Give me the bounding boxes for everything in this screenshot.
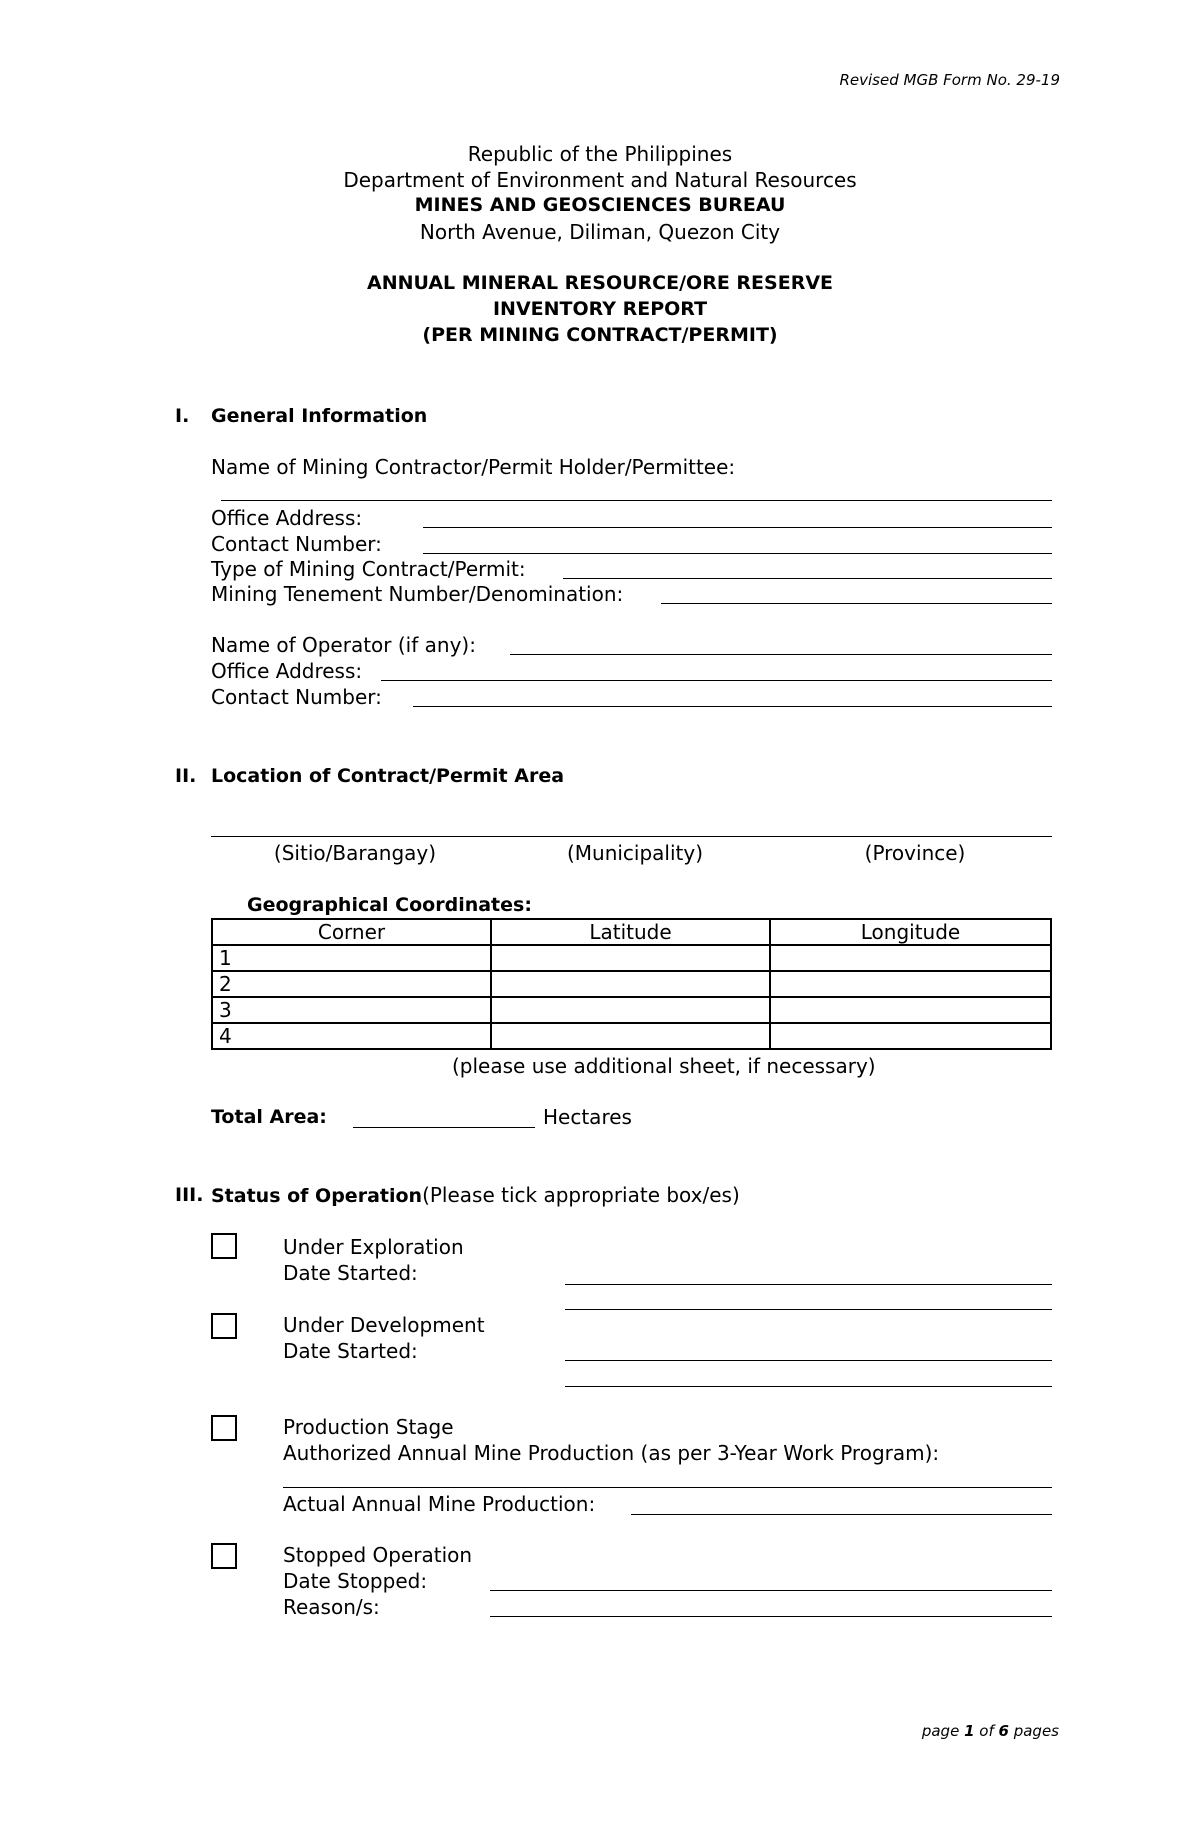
reasons-label: Reason/s:: [283, 1595, 380, 1619]
column-header-longitude: Longitude: [770, 919, 1051, 945]
longitude-cell[interactable]: [770, 1023, 1051, 1049]
tenement-field[interactable]: [661, 603, 1052, 604]
contact-number-label: Contact Number:: [211, 532, 382, 556]
latitude-cell[interactable]: [491, 945, 770, 971]
page-suffix: pages: [1008, 1722, 1059, 1740]
section-3-heading: [211, 1183, 740, 1208]
production-label: Production Stage: [283, 1415, 454, 1439]
development-label: Under Development: [283, 1313, 485, 1337]
production-checkbox[interactable]: [211, 1415, 237, 1441]
additional-sheet-note: (please use additional sheet, if necessary): [452, 1054, 876, 1078]
stopped-label: Stopped Operation: [283, 1543, 473, 1567]
title-line-1: ANNUAL MINERAL RESOURCE/ORE RESERVE: [366, 272, 834, 294]
contractor-name-label: Name of Mining Contractor/Permit Holder/Permittee:: [211, 455, 736, 479]
operator-name-label: Name of Operator (if any):: [211, 633, 476, 657]
coords-title: Geographical Coordinates:: [247, 894, 532, 916]
authorized-production-label: Authorized Annual Mine Production (as per 3-Year Work Program):: [283, 1441, 940, 1465]
latitude-cell[interactable]: [491, 1023, 770, 1049]
section-2-number: II.: [175, 765, 197, 787]
exploration-checkbox[interactable]: [211, 1233, 237, 1259]
date-stopped-field[interactable]: [490, 1590, 1052, 1591]
section-3-title: Status of Operation: [211, 1185, 423, 1207]
table-row: [212, 945, 1051, 971]
office-address-label: Office Address:: [211, 506, 363, 530]
operator-office-label: Office Address:: [211, 659, 363, 683]
table-row: [212, 1023, 1051, 1049]
operator-name-field[interactable]: [510, 654, 1052, 655]
hectares-label: Hectares: [543, 1105, 632, 1129]
section-1-title: General Information: [211, 405, 428, 427]
actual-production-field[interactable]: [631, 1514, 1052, 1515]
section-1-number: I.: [175, 405, 190, 427]
republic-line: Republic of the Philippines: [467, 142, 733, 166]
exploration-date-extra-line[interactable]: [565, 1309, 1052, 1310]
latitude-cell[interactable]: [491, 997, 770, 1023]
title-line-2: INVENTORY REPORT: [492, 298, 708, 320]
department-line: Department of Environment and Natural Resources: [343, 168, 857, 192]
date-stopped-label: Date Stopped:: [283, 1569, 428, 1593]
development-date-field[interactable]: [565, 1360, 1052, 1361]
title-line-3: (PER MINING CONTRACT/PERMIT): [422, 324, 778, 346]
contact-number-field[interactable]: [423, 553, 1052, 554]
corner-cell: 1: [212, 945, 491, 971]
reasons-field[interactable]: [490, 1616, 1052, 1617]
coordinates-table: [211, 918, 1052, 1050]
exploration-label: Under Exploration: [283, 1235, 464, 1259]
contract-type-field[interactable]: [563, 578, 1052, 579]
office-address-field[interactable]: [423, 527, 1052, 528]
form-number: Revised MGB Form No. 29-19: [839, 71, 1060, 89]
development-date-extra-line[interactable]: [565, 1386, 1052, 1387]
authorized-production-field[interactable]: [283, 1487, 1052, 1488]
municipality-label: (Municipality): [566, 841, 704, 865]
section-3-number: III.: [175, 1184, 204, 1206]
location-field[interactable]: [211, 836, 1052, 837]
actual-production-label: Actual Annual Mine Production:: [283, 1492, 596, 1516]
page-current: 1: [964, 1722, 975, 1740]
operator-contact-label: Contact Number:: [211, 685, 382, 709]
stopped-checkbox[interactable]: [211, 1543, 237, 1569]
column-header-corner: Corner: [212, 919, 491, 945]
contractor-name-field[interactable]: [221, 500, 1052, 501]
latitude-cell[interactable]: [491, 971, 770, 997]
section-2-title: Location of Contract/Permit Area: [211, 765, 565, 787]
operator-contact-field[interactable]: [413, 706, 1052, 707]
page-number: [922, 1721, 1059, 1741]
table-header-row: [212, 919, 1051, 945]
longitude-cell[interactable]: [770, 997, 1051, 1023]
table-row: [212, 971, 1051, 997]
corner-cell: 3: [212, 997, 491, 1023]
page-of: of: [974, 1722, 999, 1740]
development-checkbox[interactable]: [211, 1313, 237, 1339]
corner-cell: 2: [212, 971, 491, 997]
longitude-cell[interactable]: [770, 971, 1051, 997]
exploration-date-field[interactable]: [565, 1284, 1052, 1285]
contract-type-label: Type of Mining Contract/Permit:: [211, 557, 526, 581]
longitude-cell[interactable]: [770, 945, 1051, 971]
total-area-field[interactable]: [353, 1127, 535, 1128]
province-label: (Province): [864, 841, 966, 865]
bureau-line: MINES AND GEOSCIENCES BUREAU: [414, 194, 786, 216]
development-date-label: Date Started:: [283, 1339, 418, 1363]
address-line: North Avenue, Diliman, Quezon City: [419, 220, 781, 244]
page-prefix: page: [921, 1722, 965, 1740]
operator-office-field[interactable]: [381, 680, 1052, 681]
section-3-instruction: (Please tick appropriate box/es): [422, 1183, 740, 1207]
exploration-date-label: Date Started:: [283, 1261, 418, 1285]
column-header-latitude: Latitude: [491, 919, 770, 945]
page-total: 6: [998, 1722, 1009, 1740]
total-area-label: Total Area:: [211, 1106, 327, 1128]
sitio-label: (Sitio/Barangay): [273, 841, 437, 865]
table-row: [212, 997, 1051, 1023]
corner-cell: 4: [212, 1023, 491, 1049]
tenement-label: Mining Tenement Number/Denomination:: [211, 582, 624, 606]
